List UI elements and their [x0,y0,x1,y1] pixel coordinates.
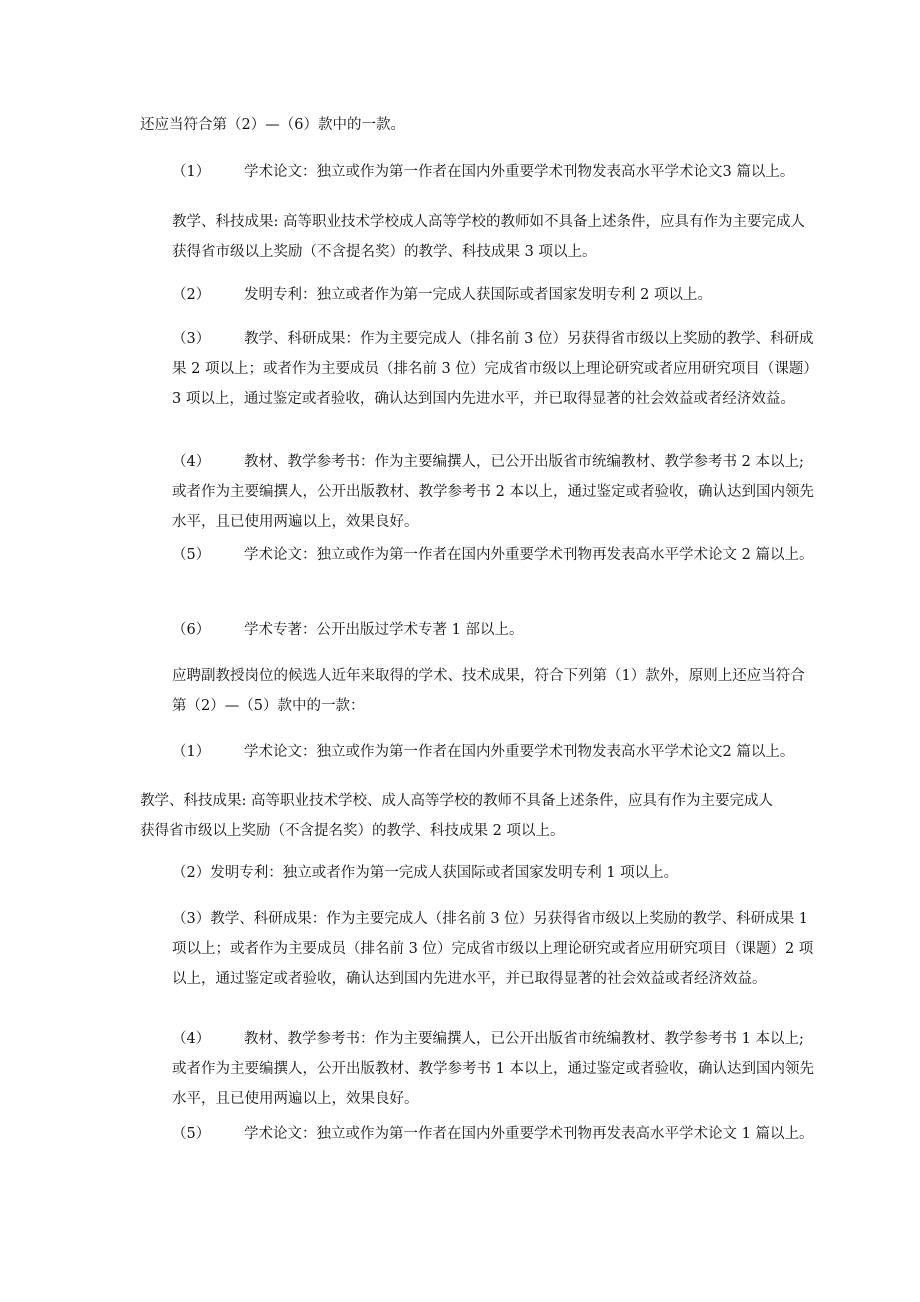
item-number: （4） [172,454,211,470]
assoc-item-3: （3）教学、科研成果：作为主要完成人（排名前 3 位）另获得省市级以上奖励的教学、科研成果 1 项以上；或者作为主要成员（排名前 3 位）完成省市级以上理论研究或者应用研究项目（课题）2 项以上，通过鉴定或者验收，确认达到国内先进水平，并已取得显著的社会效益或者经济效益。 [172,911,814,987]
item-text: 学术论文：独立或作为第一作者在国内外重要学术刊物再发表高水平学术论文 1 篇以上。 [244,1126,814,1142]
item-text: 学术论文：独立或作为第一作者在国内外重要学术刊物发表高水平学术论文3 篇以上。 [244,164,795,180]
prof-item-1-alt: 教学、科技成果: 高等职业技术学校成人高等学校的教师如不具备上述条件，应具有作为主要完成人获得省市级以上奖励（不含提名奖）的教学、科技成果 3 项以上。 [172,214,805,260]
assoc-item-5 [140,1119,817,1149]
item-text: 学术论文：独立或作为第一作者在国内外重要学术刊物再发表高水平学术论文 2 篇以上。 [244,547,814,563]
item-text: 教材、教学参考书：作为主要编撰人，已公开出版省市统编教材、教学参考书 2 本以上; 或者作为主要编撰人，公开出版教材、教学参考书 2 本以上，通过鉴定或者验收，确认达到国内领先水平，且已使用两遍以上，效果良好。 [172,454,814,530]
item-text: 教学、科研成果：作为主要完成人（排名前 3 位）另获得省市级以上奖励的教学、科研成果 2 项以上；或者作为主要成员（排名前 3 位）完成省市级以上理论研究或者应用研究项目（课题）3 项以上，通过鉴定或者验收，确认达到国内先进水平，并已取得显著的社会效益或者经济效益。 [172,331,814,407]
assoc-item-1 [140,737,817,767]
item-number: （5） [172,547,211,563]
prof-item-4 [140,447,817,537]
item-number: （3） [172,331,211,347]
prof-item-3 [140,324,817,414]
item-text: 教材、教学参考书：作为主要编撰人，已公开出版省市统编教材、教学参考书 1 本以上; 或者作为主要编撰人，公开出版教材、教学参考书 1 本以上，通过鉴定或者验收，确认达到国内领先水平，且已使用两遍以上，效果良好。 [172,1031,814,1107]
assoc-prof-intro: 应聘副教授岗位的候选人近年来取得的学术、技术成果，符合下列第（1）款外，原则上还应当符合第（2）—（5）款中的一款： [172,668,805,714]
item-number: （6） [172,622,211,638]
prof-item-6 [140,615,817,645]
item-text: 学术专著：公开出版过学术专著 1 部以上。 [244,622,524,638]
item-number: （1） [172,164,211,180]
prof-item-5 [140,540,817,570]
item-number: （5） [172,1126,211,1142]
item-number: （2） [172,287,211,303]
item-number: （4） [172,1031,211,1047]
item-text: 学术论文：独立或作为第一作者在国内外重要学术刊物发表高水平学术论文2 篇以上。 [244,744,795,760]
prof-item-2 [140,280,817,310]
assoc-item-1-alt: 教学、科技成果: 高等职业技术学校、成人高等学校的教师不具备上述条件，应具有作为主要完成人获得省市级以上奖励（不含提名奖）的教学、科技成果 2 项以上。 [140,793,773,839]
item-text: 发明专利：独立或者作为第一完成人获国际或者国家发明专利 2 项以上。 [244,287,712,303]
assoc-item-4 [140,1024,817,1114]
assoc-item-2: （2）发明专利：独立或者作为第一完成人获国际或者国家发明专利 1 项以上。 [172,865,679,881]
item-number: （1） [172,744,211,760]
prof-item-1 [140,157,817,187]
intro-line: 还应当符合第（2）—（6）款中的一款。 [140,117,405,133]
